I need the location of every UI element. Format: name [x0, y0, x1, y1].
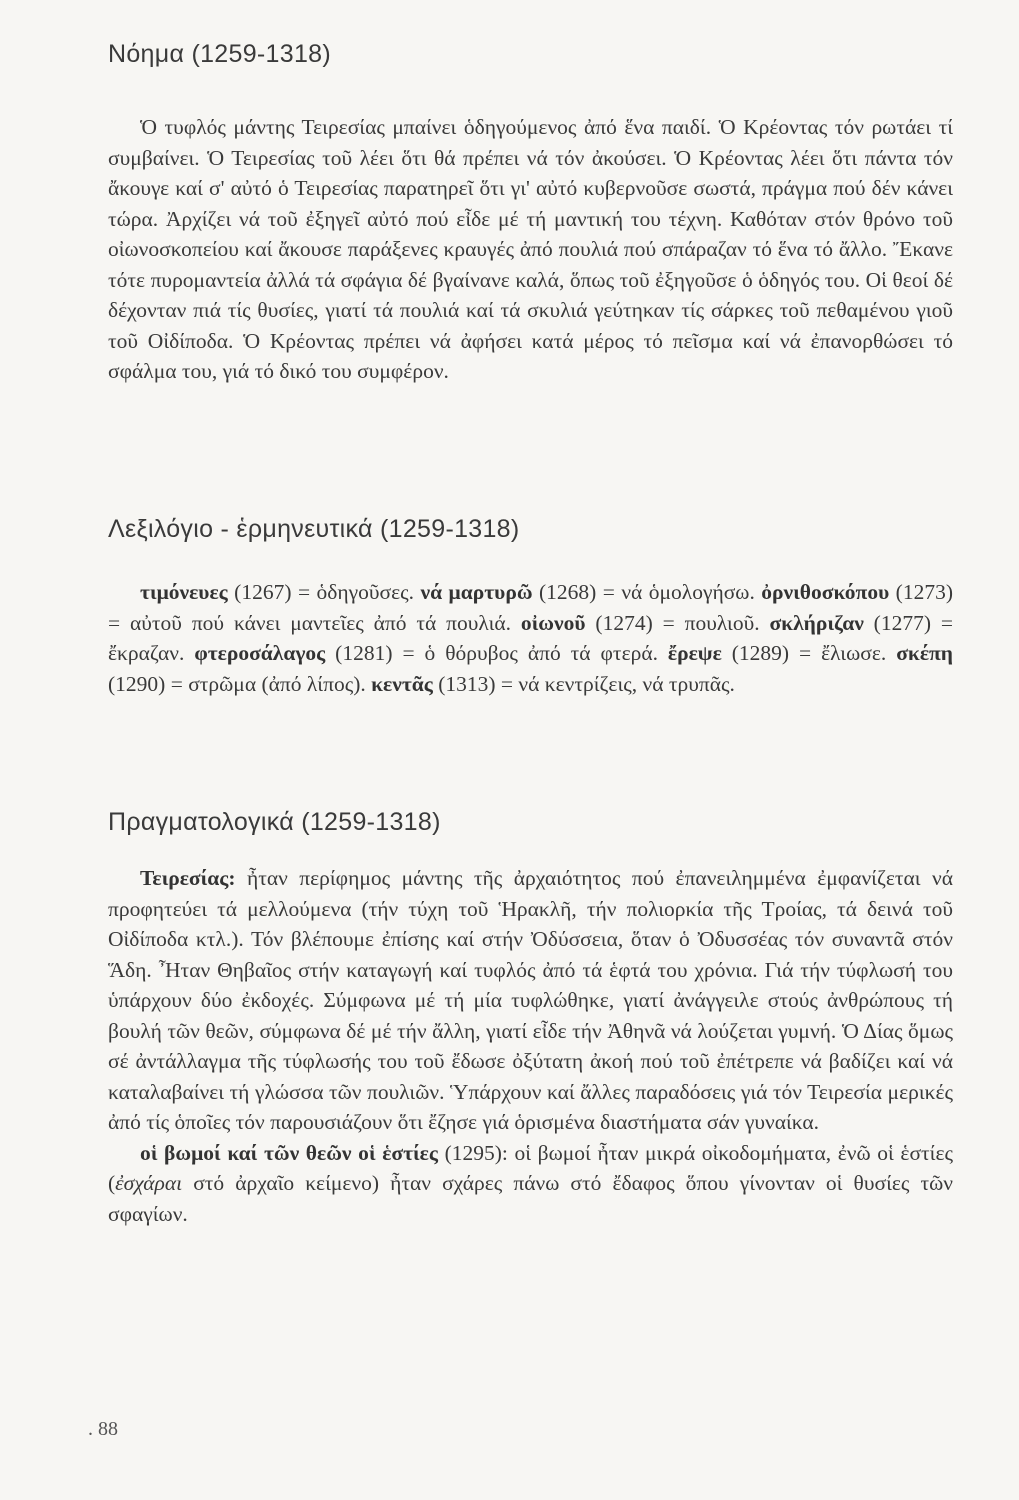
glossary-term: φτεροσάλαγος: [194, 641, 326, 665]
glossary-definition: (1267) = ὁδηγοῦσες.: [227, 580, 421, 604]
glossary-definition: (1290) = στρῶμα (ἀπό λίπος).: [108, 671, 372, 696]
noima-paragraph: Ὁ τυφλός μάντης Τειρεσίας μπαίνει ὁδηγούμενος ἀπό ἕνα παιδί. Ὁ Κρέοντας τόν ρωτάει τί συμβαίνει. Ὁ Τειρεσίας τοῦ λέει ὅτι θά πρέπει νά τόν ἀκούσει. Ὁ Κρέοντας λέει ὅτι πάντα τόν ἄκουγε καί σ' αὐτό ὁ Τειρεσίας παρατηρεῖ ὅτι γι' αὐτό κυβερνοῦσε σωστά, πράγμα πού δέν κάνει τώρα. Ἀρχίζει νά τοῦ ἐξηγεῖ αὐτό πού εἶδε μέ τή μαντική του τέχνη. Καθόταν στόν θρόνο τοῦ οἰωνοσκοπείου καί ἄκουσε παράξενες κραυγές ἀπό πουλιά πού σπάραζαν τό ἕνα τό ἄλλο. Ἔκανε τότε πυρομαντεία ἀλλά τά σφάγια δέ βγαίνανε καλά, ὅπως τοῦ ἐξηγοῦσε ὁ ὁδηγός του. Οἱ θεοί δέ δέχονταν πιά τίς θυσίες, γιατί τά πουλιά καί τά σκυλιά γεύτηκαν τίς σάρκες τοῦ πεθαμένου γιοῦ τοῦ Οἰδίποδα. Ὁ Κρέοντας πρέπει νά ἀφήσει κατά μέρος τό πεῖσμα καί νά ἐπανορθώσει τό σφάλμα του, γιά τό δικό του συμφέρον.: [108, 115, 953, 383]
note-term-altars: οἱ βωμοί καί τῶν θεῶν οἱ ἑστίες: [140, 1140, 438, 1165]
glossary-term: κεντᾶς: [371, 671, 433, 696]
glossary-definition: (1281) = ὁ θόρυβος ἀπό τά φτερά.: [325, 641, 668, 665]
glossary-term: ἔρεψε: [667, 641, 722, 665]
note-term-tiresias: Τειρεσίας:: [140, 866, 236, 890]
page-number: . 88: [88, 1418, 118, 1440]
glossary-term: τιμόνευες: [140, 580, 228, 604]
note-text-altars-b: στό ἀρχαῖο κείμενο) ἦταν σχάρες πάνω στό ἔδαφος ὅπου γίνονταν οἱ θυσίες τῶν σφαγίων.: [108, 1171, 953, 1226]
section-title-lexilogio: Λεξιλόγιο - ἑρμηνευτικά (1259-1318): [108, 515, 520, 543]
section-noima: [108, 40, 953, 387]
section-pragmatologika: [108, 808, 953, 1229]
glossary-term: ὀρνιθοσκόπου: [761, 580, 890, 604]
lexilogio-body: [108, 577, 953, 699]
section-lexilogio: [108, 515, 953, 699]
section-title-noima: Νόημα (1259-1318): [108, 40, 331, 68]
glossary-definition: (1273) = αὐτοῦ πού κάνει μαντεῖες ἀπό τά πουλιά.: [108, 580, 953, 635]
note-text-tiresias: ἦταν περίφημος μάντης τῆς ἀρχαιότητος πού ἐπανειλημμένα ἐμφανίζεται νά προφητεύει τά μελλούμενα (τήν τύχη τοῦ Ἡρακλῆ, τήν πολιορκία τῆς Τροίας, τά δεινά τοῦ Οἰδίποδα κτλ.). Τόν βλέπουμε ἐπίσης καί στήν Ὀδύσσεια, ὅταν ὁ Ὀδυσσέας τόν συναντᾶ στόν Ἅδη. Ἦταν Θηβαῖος στήν καταγωγή καί τυφλός ἀπό τά ἑφτά του χρόνια. Γιά τήν τύφλωσή του ὑπάρχουν δύο ἐκδοχές. Σύμφωνα μέ τή μία τυφλώθηκε, γιατί ἀνάγγειλε στούς ἀνθρώπους τή βουλή τῶν θεῶν, σύμφωνα δέ μέ τήν ἄλλη, γιατί εἶδε τήν Ἀθηνᾶ νά λούζεται γυμνή. Ὁ Δίας ὅμως σέ ἀντάλλαγμα τῆς τύφλωσής του τοῦ ἔδωσε ὀξύτατη ἀκοή πού τοῦ ἐπέτρεπε νά βαδίζει καί νά καταλαβαίνει τή γλώσσα τῶν πουλιῶν. Ὑπάρχουν καί ἄλλες παραδόσεις γιά τόν Τειρεσία μερικές ἀπό τίς ὁποῖες τόν παρουσιάζουν ὅτι ἔζησε γιά ὁρισμένα διαστήματα σάν γυναίκα.: [108, 866, 953, 1134]
pragmatologika-body: [108, 863, 953, 1229]
glossary-definition: (1268) = νά ὁμολογήσω.: [532, 580, 762, 604]
note-italic-term: ἐσχάραι: [115, 1171, 183, 1195]
glossary-term: σκέπη: [896, 641, 953, 665]
glossary-definition: (1313) = νά κεντρίζεις, νά τρυπᾶς.: [432, 671, 735, 696]
pragmatologika-paragraph-2: [108, 1138, 953, 1230]
glossary-definition: (1289) = ἔλιωσε.: [721, 641, 897, 665]
pragmatologika-paragraph-1: [108, 863, 953, 1138]
glossary-paragraph: [108, 577, 953, 699]
glossary-definition: (1277) = ἔκραζαν.: [108, 610, 953, 665]
glossary-definition: (1274) = πουλιοῦ.: [585, 610, 770, 635]
section-title-pragmatologika: Πραγματολογικά (1259-1318): [108, 808, 441, 836]
noima-body: [108, 112, 953, 387]
note-text-altars-a: (1295): οἱ βωμοί ἦταν μικρά οἰκοδομήματα, ἐνῶ οἱ ἑστίες (: [108, 1140, 954, 1195]
glossary-term: νά μαρτυρῶ: [420, 580, 533, 604]
glossary-term: οἰωνοῦ: [520, 610, 586, 635]
glossary-term: σκλήριζαν: [769, 610, 864, 635]
